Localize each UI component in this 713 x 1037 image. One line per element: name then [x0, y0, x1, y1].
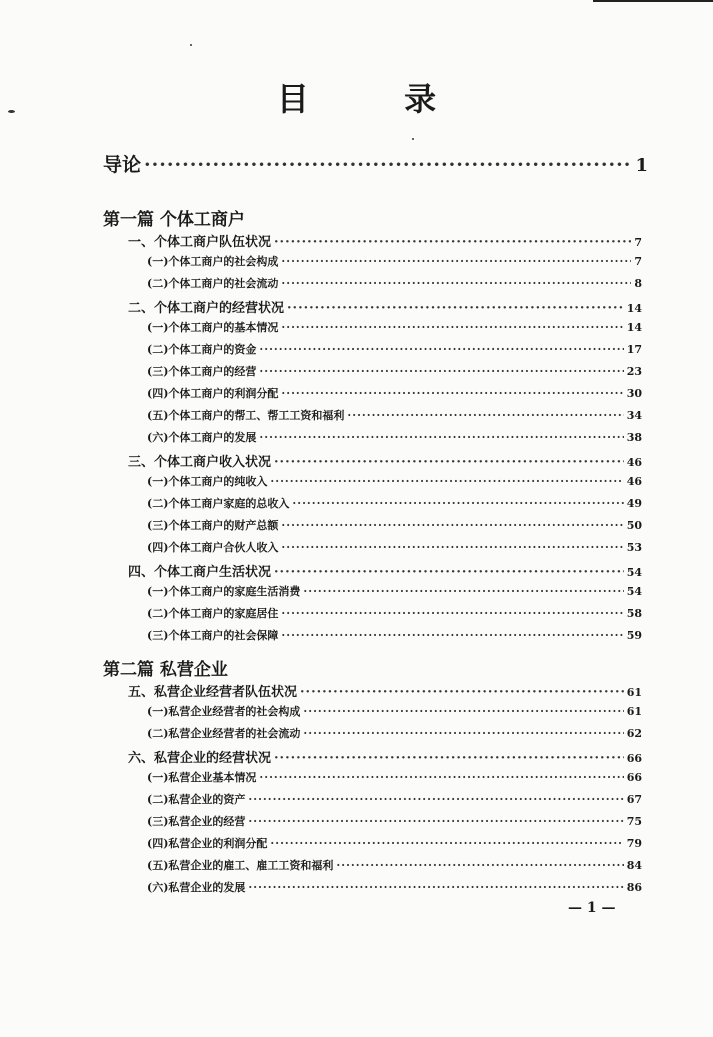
leader-dots — [281, 255, 631, 268]
toc-label: (三)个体工商户的经营 — [147, 365, 257, 378]
toc-subsection-entry[interactable] — [147, 253, 642, 269]
toc-page-number: 30 — [626, 387, 642, 400]
toc-page-number: 75 — [626, 815, 642, 828]
leader-dots — [281, 607, 623, 620]
toc-label: (二)个体工商户的社会流动 — [147, 277, 279, 290]
leader-dots — [248, 881, 623, 894]
leader-dots — [281, 387, 623, 400]
toc-page-number: 46 — [626, 475, 642, 488]
toc-label: (四)个体工商户合伙人收入 — [147, 541, 279, 554]
toc-label: (六)私营企业的发展 — [147, 881, 246, 894]
toc-page-number: 46 — [626, 456, 642, 469]
toc-page-number: 66 — [626, 771, 642, 784]
leader-dots — [303, 585, 623, 598]
leader-dots — [303, 727, 623, 740]
toc-subsection-entry[interactable] — [147, 835, 642, 851]
toc-page-number: 61 — [626, 686, 642, 699]
toc-label: (二)私营企业经营者的社会流动 — [147, 727, 301, 740]
toc-subsection-entry[interactable] — [147, 473, 642, 489]
toc-label: (四)个体工商户的利润分配 — [147, 387, 279, 400]
toc-page-number: 58 — [626, 607, 642, 620]
toc-subsection-entry[interactable] — [147, 725, 642, 741]
toc-label: (一)个体工商户的社会构成 — [147, 255, 279, 268]
toc-label: 导论 — [103, 154, 142, 176]
leader-dots — [248, 793, 623, 806]
toc-subsection-entry[interactable] — [147, 275, 642, 291]
toc-label: (一)个体工商户的基本情况 — [147, 321, 279, 334]
toc-page-number: 1 — [635, 155, 648, 176]
toc-label: (一)个体工商户的家庭生活消费 — [147, 585, 301, 598]
toc-subsection-entry[interactable] — [147, 407, 642, 423]
toc-subsection-entry[interactable] — [147, 539, 642, 555]
leader-dots — [274, 751, 624, 766]
toc-subsection-entry[interactable] — [147, 583, 642, 599]
page-folio: — 1 — — [568, 900, 616, 916]
toc-section-entry[interactable] — [128, 681, 642, 700]
toc-page-number: 54 — [626, 585, 642, 598]
toc-section-entry[interactable] — [128, 561, 642, 580]
toc-label: 三、个体工商户收入状况 — [128, 455, 272, 470]
toc-page-number: 14 — [626, 321, 642, 334]
toc-label: 一、个体工商户队伍状况 — [128, 235, 272, 250]
leader-dots — [248, 815, 623, 828]
toc-page-number: 50 — [626, 519, 642, 532]
leader-dots — [281, 629, 623, 642]
toc-subsection-entry[interactable] — [147, 791, 642, 807]
leader-dots — [274, 235, 631, 250]
scan-speck — [190, 44, 192, 46]
toc-subsection-entry[interactable] — [147, 703, 642, 719]
toc-page-number: 54 — [626, 566, 642, 579]
toc-page-number: 66 — [626, 752, 642, 765]
toc-label: 四、个体工商户生活状况 — [128, 565, 272, 580]
leader-dots — [336, 859, 623, 872]
toc-page-number: 86 — [626, 881, 642, 894]
leader-dots — [303, 705, 623, 718]
toc-label: (一)个体工商户的纯收入 — [147, 475, 268, 488]
toc-page-number: 14 — [626, 302, 642, 315]
toc-page-number: 84 — [626, 859, 642, 872]
toc-label: (三)个体工商户的社会保障 — [147, 629, 279, 642]
toc-label: (五)私营企业的雇工、雇工工资和福利 — [147, 859, 334, 872]
toc-page-number: 38 — [626, 431, 642, 444]
leader-dots — [274, 455, 624, 470]
toc-page-number: 23 — [626, 365, 642, 378]
part-heading: 第二篇 私营企业 — [103, 660, 228, 680]
toc-subsection-entry[interactable] — [147, 319, 642, 335]
toc-page-number: 62 — [626, 727, 642, 740]
toc-page-number: 49 — [626, 497, 642, 510]
leader-dots — [300, 685, 624, 700]
toc-page-number: 59 — [626, 629, 642, 642]
toc-label: 六、私营企业的经营状况 — [128, 751, 272, 766]
toc-page-number: 17 — [626, 343, 642, 356]
toc-subsection-entry[interactable] — [147, 605, 642, 621]
leader-dots — [259, 343, 623, 356]
leader-dots — [292, 497, 623, 510]
leader-dots — [274, 565, 624, 580]
toc-subsection-entry[interactable] — [147, 627, 642, 643]
toc-intro-entry[interactable] — [103, 150, 648, 177]
toc-page-number: 8 — [634, 277, 642, 290]
toc-page-number: 53 — [626, 541, 642, 554]
page-title: 目 录 — [276, 80, 479, 118]
toc-section-entry[interactable] — [128, 297, 642, 316]
part-heading: 第一篇 个体工商户 — [103, 210, 245, 230]
toc-label: (二)私营企业的资产 — [147, 793, 246, 806]
leader-dots — [259, 431, 623, 444]
toc-page-number: 7 — [634, 255, 642, 268]
leader-dots — [144, 154, 632, 176]
toc-subsection-entry[interactable] — [147, 429, 642, 445]
toc-label: (二)个体工商户家庭的总收入 — [147, 497, 290, 510]
leader-dots — [259, 365, 623, 378]
toc-page-number: 67 — [626, 793, 642, 806]
toc-section-entry[interactable] — [128, 747, 642, 766]
toc-label: (一)私营企业经营者的社会构成 — [147, 705, 301, 718]
toc-subsection-entry[interactable] — [147, 813, 642, 829]
toc-subsection-entry[interactable] — [147, 769, 642, 785]
toc-label: (三)私营企业的经营 — [147, 815, 246, 828]
toc-label: (三)个体工商户的财产总额 — [147, 519, 279, 532]
toc-label: (五)个体工商户的帮工、帮工工资和福利 — [147, 409, 345, 422]
toc-label: (一)私营企业基本情况 — [147, 771, 257, 784]
toc-subsection-entry[interactable] — [147, 879, 642, 895]
toc-page-number: 61 — [626, 705, 642, 718]
toc-label: 五、私营企业经营者队伍状况 — [128, 685, 298, 700]
toc-subsection-entry[interactable] — [147, 341, 642, 357]
leader-dots — [347, 409, 623, 422]
toc-subsection-entry[interactable] — [147, 363, 642, 379]
toc-label: (二)个体工商户的资金 — [147, 343, 257, 356]
toc-subsection-entry[interactable] — [147, 517, 642, 533]
leader-dots — [270, 475, 623, 488]
toc-label: (六)个体工商户的发展 — [147, 431, 257, 444]
toc-page-number: 7 — [634, 236, 642, 249]
toc-page-number: 79 — [626, 837, 642, 850]
leader-dots — [281, 321, 623, 334]
toc-section-entry[interactable] — [128, 451, 642, 470]
leader-dots — [287, 301, 624, 316]
toc-subsection-entry[interactable] — [147, 385, 642, 401]
scan-speck — [412, 138, 414, 140]
leader-dots — [281, 519, 623, 532]
leader-dots — [270, 837, 623, 850]
toc-subsection-entry[interactable] — [147, 495, 642, 511]
toc-label: 二、个体工商户的经营状况 — [128, 301, 285, 316]
toc-label: (四)私营企业的利润分配 — [147, 837, 268, 850]
toc-label: (二)个体工商户的家庭居住 — [147, 607, 279, 620]
toc-subsection-entry[interactable] — [147, 857, 642, 873]
toc-section-entry[interactable] — [128, 231, 642, 250]
scan-edge-mark — [593, 0, 713, 2]
leader-dots — [281, 541, 623, 554]
leader-dots — [281, 277, 631, 290]
leader-dots — [259, 771, 623, 784]
toc-page-number: 34 — [626, 409, 642, 422]
